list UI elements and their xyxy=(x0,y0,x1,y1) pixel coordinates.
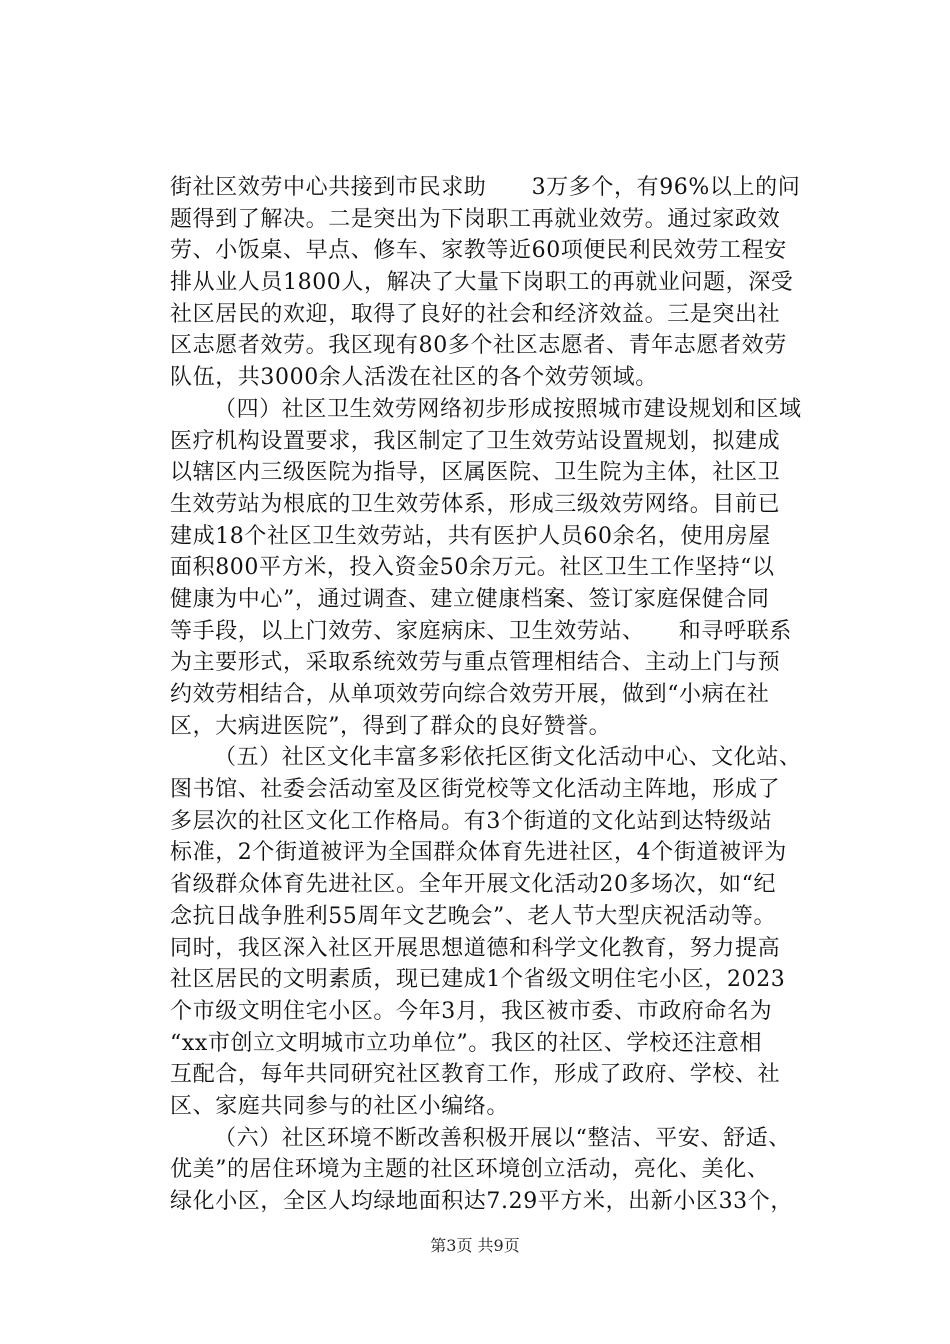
text-line: 排从业人员1800人，解决了大量下岗职工的再就业问题，深受 xyxy=(170,270,794,296)
text-line: 区，大病进医院”，得到了群众的良好赞誉。 xyxy=(170,713,612,739)
text-line: 劳、小饭桌、早点、修车、家教等近60项便民利民效劳工程安 xyxy=(170,238,787,264)
text-line: 省级群众体育先进社区。全年开展文化活动20多场次，如“纪 xyxy=(170,872,777,898)
text-line: 绿化小区，全区人均绿地面积达7.29平方米，出新小区33个， xyxy=(170,1189,793,1214)
text-line: 多层次的社区文化工作格局。有3个街道的文化站到达特级站 xyxy=(170,808,773,834)
text-line: 生效劳站为根底的卫生效劳体系，形成三级效劳网络。目前已 xyxy=(170,491,781,517)
text-line: 个市级文明住宅小区。今年3月，我区被市委、市政府命名为 xyxy=(170,998,773,1024)
text-line: 为主要形式，采取系统效劳与重点管理相结合、主动上门与预 xyxy=(170,650,781,676)
text-line: 等手段，以上门效劳、家庭病床、卫生效劳站、 和寻呼联系 xyxy=(170,618,792,644)
text-line: 标准，2个街道被评为全国群众体育先进社区，4个街道被评为 xyxy=(170,840,787,866)
text-line: 社区居民的文明素质，现已建成1个省级文明住宅小区，2023 xyxy=(170,967,786,993)
text-line: 区、家庭共同参与的社区小编络。 xyxy=(170,1093,510,1119)
text-line: 同时，我区深入社区开展思想道德和科学文化教育，努力提高 xyxy=(170,935,781,961)
paragraph-start-line: （四）社区卫生效劳网络初步形成按照城市建设规划和区域 xyxy=(214,396,802,422)
text-line: 面积800平方米，投入资金50余万元。社区卫生工作坚持“以 xyxy=(170,555,775,581)
document-body xyxy=(170,172,870,1218)
page-number-footer: 第3页 共9页 xyxy=(430,1236,520,1255)
text-line: 念抗日战争胜利55周年文艺晚会”、老人节大型庆祝活动等。 xyxy=(170,903,777,929)
text-line: 队伍，共3000余人活泼在社区的各个效劳领域。 xyxy=(170,365,658,391)
text-line: 以辖区内三级医院为指导，区属医院、卫生院为主体，社区卫 xyxy=(170,460,781,486)
text-line: 医疗机构设置要求，我区制定了卫生效劳站设置规划，拟建成 xyxy=(170,428,781,454)
text-line: 图书馆、社委会活动室及区街党校等文化活动主阵地，形成了 xyxy=(170,777,781,803)
text-line: 街社区效劳中心共接到市民求助 3万多个，有96%以上的问 xyxy=(170,175,801,200)
text-line: 优美”的居住环境为主题的社区环境创立活动，亮化、美化、 xyxy=(170,1157,770,1183)
text-line: 社区居民的欢迎，取得了良好的社会和经济效益。三是突出社 xyxy=(170,301,781,327)
text-line: 区志愿者效劳。我区现有80多个社区志愿者、青年志愿者效劳 xyxy=(170,333,787,359)
text-line: 健康为中心”，通过调查、建立健康档案、签订家庭保健合同 xyxy=(170,586,770,612)
text-line: 约效劳相结合，从单项效劳向综合效劳开展，做到“小病在社 xyxy=(170,682,770,707)
text-line: 建成18个社区卫生效劳站，共有医护人员60余名，使用房屋 xyxy=(170,523,771,549)
text-line: 题得到了解决。二是突出为下岗职工再就业效劳。通过家政效 xyxy=(170,206,781,232)
paragraph-start-line: （六）社区环境不断改善积极开展以“整洁、平安、舒适、 xyxy=(214,1125,791,1151)
text-line: “xx市创立文明城市立功单位”。我区的社区、学校还注意相 xyxy=(170,1030,763,1056)
paragraph-start-line: （五）社区文化丰富多彩依托区街文化活动中心、文化站、 xyxy=(214,745,802,771)
text-line: 互配合，每年共同研究社区教育工作，形成了政府、学校、社 xyxy=(170,1062,781,1088)
